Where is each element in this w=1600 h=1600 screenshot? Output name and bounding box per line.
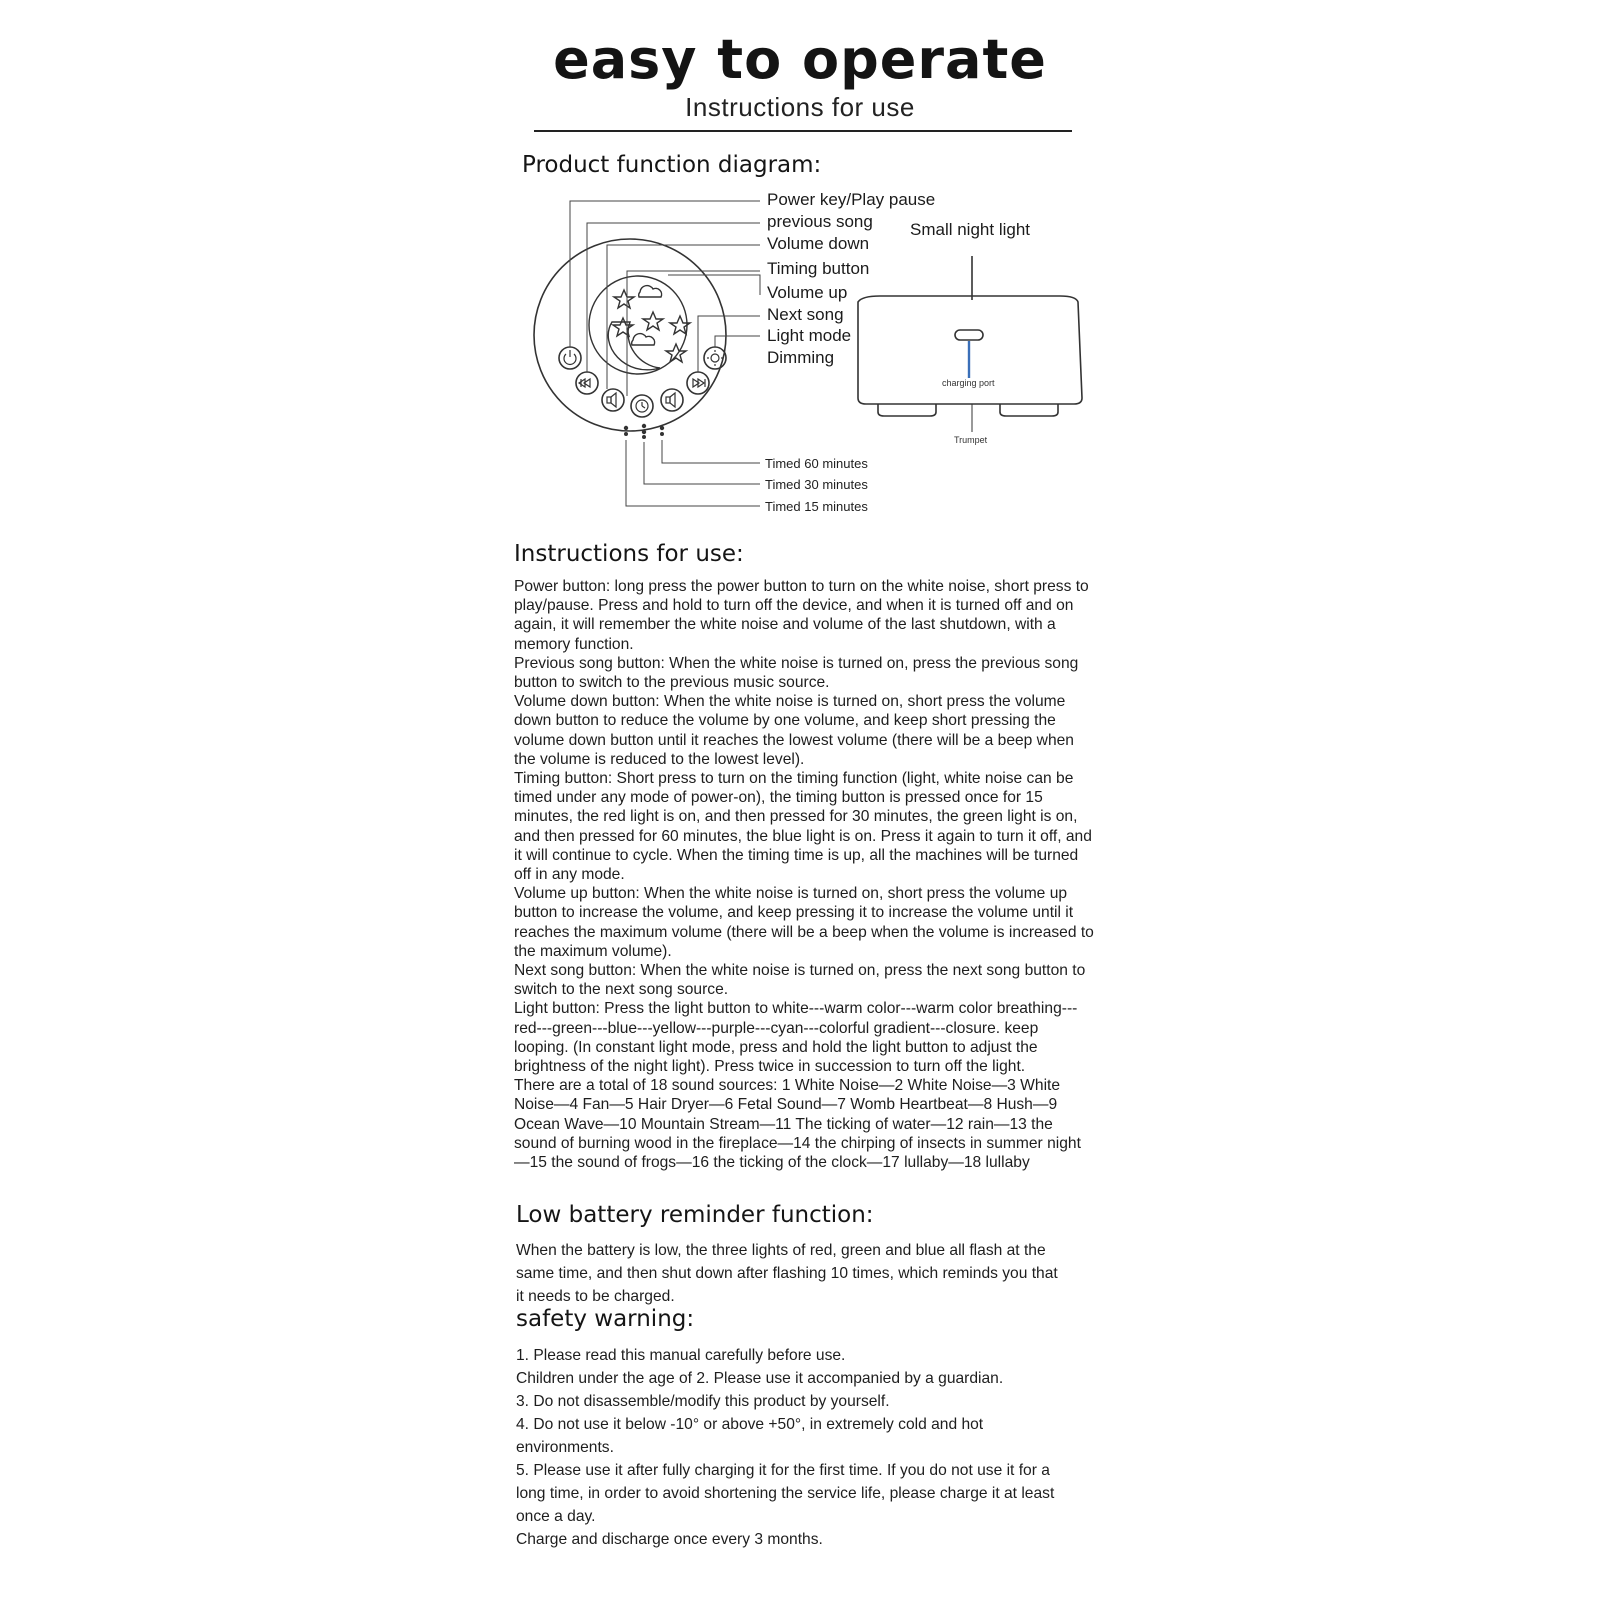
diagram-heading: Product function diagram: xyxy=(522,152,822,178)
callout-previous: previous song xyxy=(767,212,873,231)
safety-item: Children under the age of 2. Please use it accompanied by a guardian. xyxy=(516,1370,1004,1387)
foot-right xyxy=(1000,404,1058,416)
star-icon xyxy=(614,290,634,308)
cloud-icon-2 xyxy=(632,334,655,345)
star-icon-2 xyxy=(643,312,663,330)
callout-volume-down: Volume down xyxy=(767,234,870,253)
callout-next: Next song xyxy=(767,305,844,324)
timer-30: Timed 30 minutes xyxy=(765,477,868,492)
trumpet-label: Trumpet xyxy=(954,435,988,445)
callout-power: Power key/Play pause xyxy=(767,190,936,209)
instructions-body xyxy=(514,577,1094,1172)
star-icon-3 xyxy=(613,318,633,336)
instruction-previous: Previous song button: When the white noise is turned on, press the previous song button to switch to the previous music source. xyxy=(514,654,1079,692)
instruction-volume-up: Volume up button: When the white noise is turned on, short press the volume up button to increase the volume, and keep pressing it to increase the volume until it reaches the maximum volume (there will be a beep when the volume is increased to the maximum volume). xyxy=(514,885,1094,960)
moon-icon xyxy=(608,322,660,370)
safety-item: 3. Do not disassemble/modify this product by yourself. xyxy=(516,1393,890,1410)
foot-left xyxy=(878,404,936,416)
battery-body xyxy=(516,1239,1061,1308)
instruction-light: Light button: Press the light button to white---warm color---warm color breathing---red---green---blue---yellow---purple---cyan---colorful gradient---closure. keep looping. (In constant light mode, press and hold the light button to adjust the brightness of the night light). Press twice in succession to turn off the light. xyxy=(514,1000,1078,1076)
callout-volume-up: Volume up xyxy=(767,283,848,302)
instruction-timing: Timing button: Short press to turn on the timing function (light, white noise can be timed under any mode of power-on), the timing button is pressed once for 15 minutes, the red light is on, and then pressed for 30 minutes, the green light is on, and then pressed for 60 minutes, the blue light is on. Press it again to turn it off, and it will continue to cycle. When the timing time is up, all the machines will be turned off in any mode. xyxy=(514,770,1092,884)
night-light-label: Small night light xyxy=(910,220,1031,239)
safety-heading: safety warning: xyxy=(516,1306,695,1332)
battery-heading: Low battery reminder function: xyxy=(516,1202,874,1228)
instruction-sound-sources: There are a total of 18 sound sources: 1 White Noise—2 White Noise—3 White Noise—4 Fan—5 Hair Dryer—6 Fetal Sound—7 Womb Heartbeat—8 Hush—9 Ocean Wave—10 Mountain Stream—11 The ticking of water—12 rain—13 the sound of burning wood in the fireplace—14 the chirping of insects in summer night—15 the sound of frogs—16 the ticking of the clock—17 lullaby—18 lullaby xyxy=(514,1077,1081,1172)
star-icon-5 xyxy=(666,344,686,362)
volume-down-button xyxy=(602,389,624,411)
volume-up-button xyxy=(661,389,683,411)
callout-dimming: Dimming xyxy=(767,348,835,367)
cloud-icon xyxy=(639,286,662,297)
battery-text: When the battery is low, the three lights of red, green and blue all flash at the same time, and then shut down after flashing 10 times, which reminds you that it needs to be charged. xyxy=(516,1242,1058,1305)
safety-item: Charge and discharge once every 3 months. xyxy=(516,1531,823,1548)
page-subtitle: Instructions for use xyxy=(685,92,915,122)
callout-light-mode: Light mode xyxy=(767,326,852,345)
instruction-power: Power button: long press the power button to turn on the white noise, short press to play/pause. Press and hold to turn off the device, and when it is turned off and on again, it will remember the white noise and volume of the last shutdown, with a memory function. xyxy=(514,578,1089,653)
timer-60: Timed 60 minutes xyxy=(765,456,868,471)
device-outer-ring xyxy=(534,239,726,431)
safety-list xyxy=(516,1344,1071,1551)
safety-item: 4. Do not use it below -10° or above +50°, in extremely cold and hot environments. xyxy=(516,1416,984,1456)
timer-15: Timed 15 minutes xyxy=(765,499,868,514)
safety-item: 1. Please read this manual carefully before use. xyxy=(516,1347,846,1364)
page-title: easy to operate xyxy=(553,28,1047,91)
safety-item: 5. Please use it after fully charging it for the first time. If you do not use it for a long time, in order to avoid shortening the service life, please charge it at least once a day. xyxy=(516,1462,1055,1525)
instruction-volume-down: Volume down button: When the white noise is turned on, short press the volume down button to reduce the volume by one volume, and keep short pressing the volume down button until it reaches the lowest volume (there will be a beep when the volume is reduced to the lowest level). xyxy=(514,693,1074,768)
charging-port-label: charging port xyxy=(942,378,995,388)
instruction-next: Next song button: When the white noise is turned on, press the next song button to switch to the next song source. xyxy=(514,962,1086,999)
charging-port-slot xyxy=(955,330,983,340)
instructions-heading: Instructions for use: xyxy=(514,541,744,567)
callout-timing: Timing button xyxy=(767,259,870,278)
